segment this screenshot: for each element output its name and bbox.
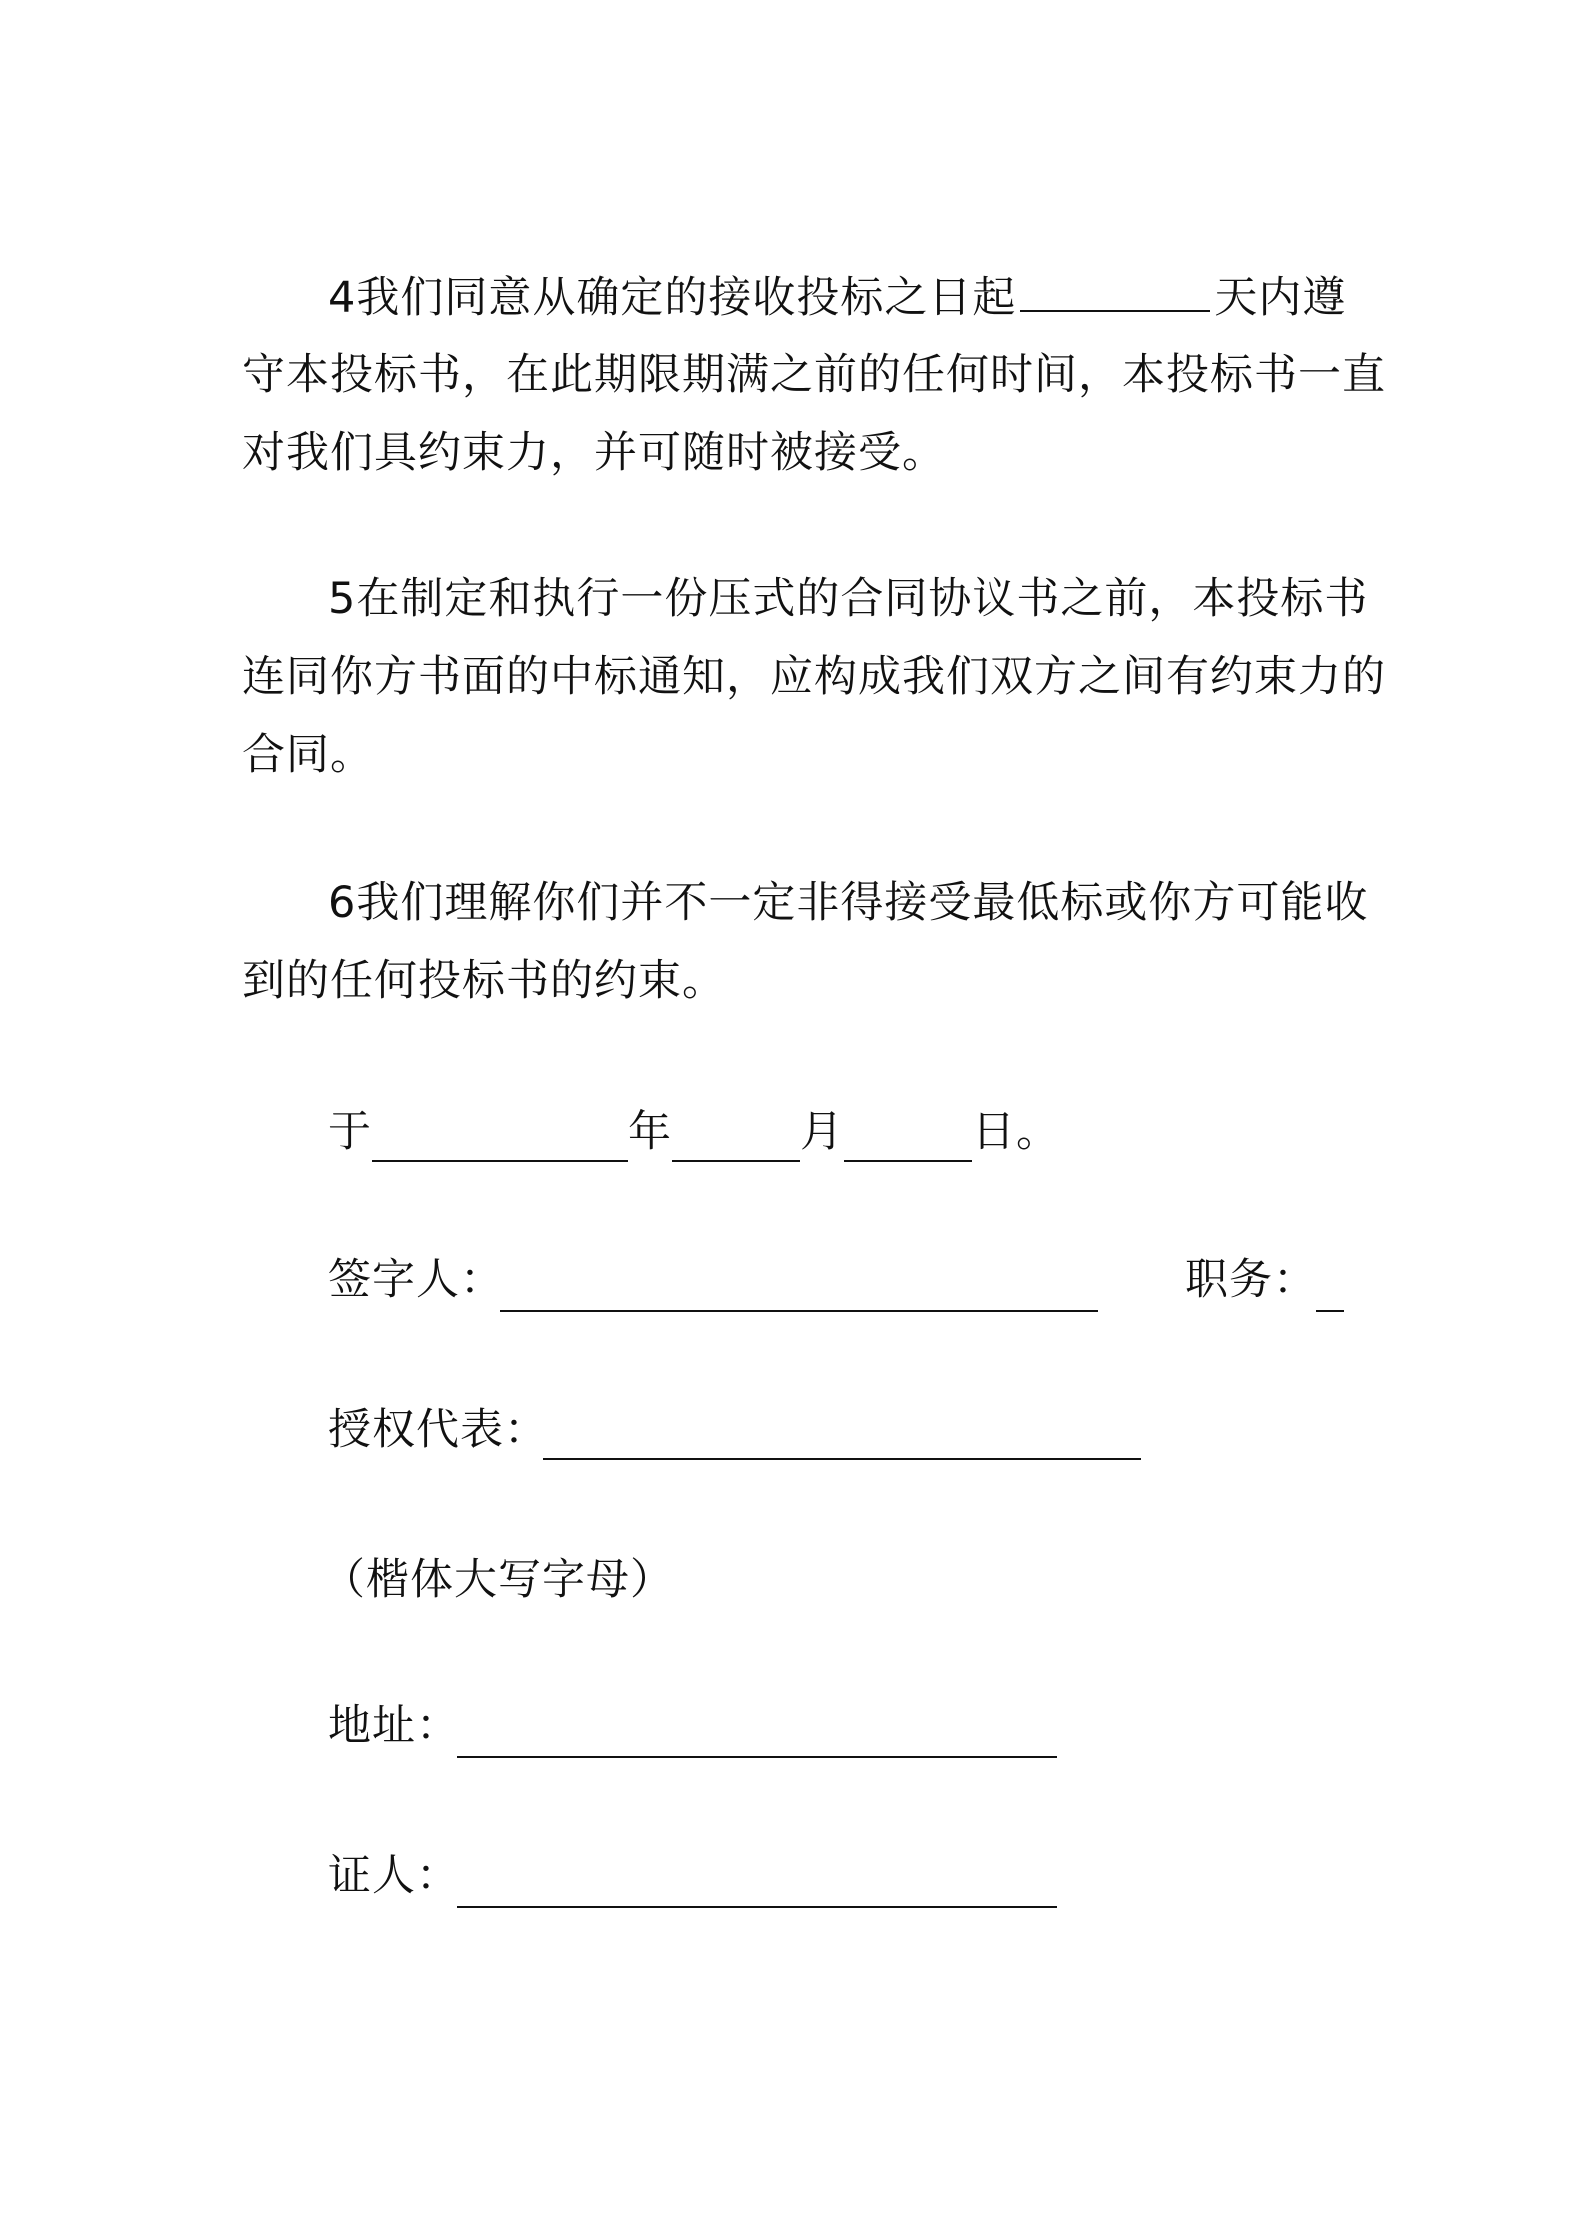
authorized-blank: [543, 1458, 1141, 1460]
signer-label: 签字人：: [328, 1255, 504, 1305]
position-label-wrap: [1185, 1250, 1317, 1310]
clause-4-line-1: [242, 258, 1347, 336]
month-label: 月: [800, 1107, 844, 1157]
address-label: 地址：: [328, 1701, 460, 1751]
authorized-label-wrap: [328, 1400, 548, 1460]
days-blank: [1020, 258, 1210, 312]
clause-4-line-3: 对我们具约束力，并可随时被接受。: [242, 428, 946, 478]
month-label-wrap: [800, 1102, 844, 1162]
witness-label-wrap: [328, 1846, 460, 1906]
date-row: [328, 1102, 372, 1162]
clause-6-line-2: 到的任何投标书的约束。: [242, 956, 726, 1006]
year-label-wrap: [628, 1102, 672, 1162]
clause-4-line-2: 守本投标书，在此期限期满之前的任何时间，本投标书一直: [242, 350, 1386, 400]
month-blank: [672, 1160, 800, 1162]
day-blank: [844, 1160, 972, 1162]
date-prefix: 于: [328, 1107, 372, 1157]
clause-5: [242, 560, 1386, 794]
clause-4-text-b: 天内遵: [1214, 273, 1347, 323]
day-label: 日。: [972, 1107, 1060, 1157]
year-blank: [372, 1160, 628, 1162]
witness-blank: [457, 1906, 1057, 1908]
clause-4: [242, 258, 1386, 492]
witness-label: 证人：: [328, 1851, 460, 1901]
clause-4-text-a: 4我们同意从确定的接收投标之日起: [328, 273, 1017, 323]
address-label-wrap: [328, 1696, 460, 1756]
signer-label-wrap: [328, 1250, 504, 1310]
position-blank: [1316, 1310, 1344, 1312]
clause-6-line-1: 6我们理解你们并不一定非得接受最低标或你方可能收: [328, 878, 1369, 928]
clause-6: [242, 864, 1369, 1020]
address-blank: [457, 1756, 1057, 1758]
authorized-label: 授权代表：: [328, 1405, 548, 1455]
clause-5-line-1: 5在制定和执行一份压式的合同协议书之前，本投标书: [328, 574, 1369, 624]
clause-5-line-3: 合同。: [242, 730, 374, 780]
day-label-wrap: [972, 1102, 1060, 1162]
clause-5-line-2: 连同你方书面的中标通知，应构成我们双方之间有约束力的: [242, 652, 1386, 702]
block-letters-note: （楷体大写字母）: [322, 1555, 674, 1605]
year-label: 年: [628, 1107, 672, 1157]
block-letters-note-wrap: [322, 1550, 674, 1610]
position-label: 职务：: [1185, 1255, 1317, 1305]
signer-blank: [500, 1310, 1098, 1312]
